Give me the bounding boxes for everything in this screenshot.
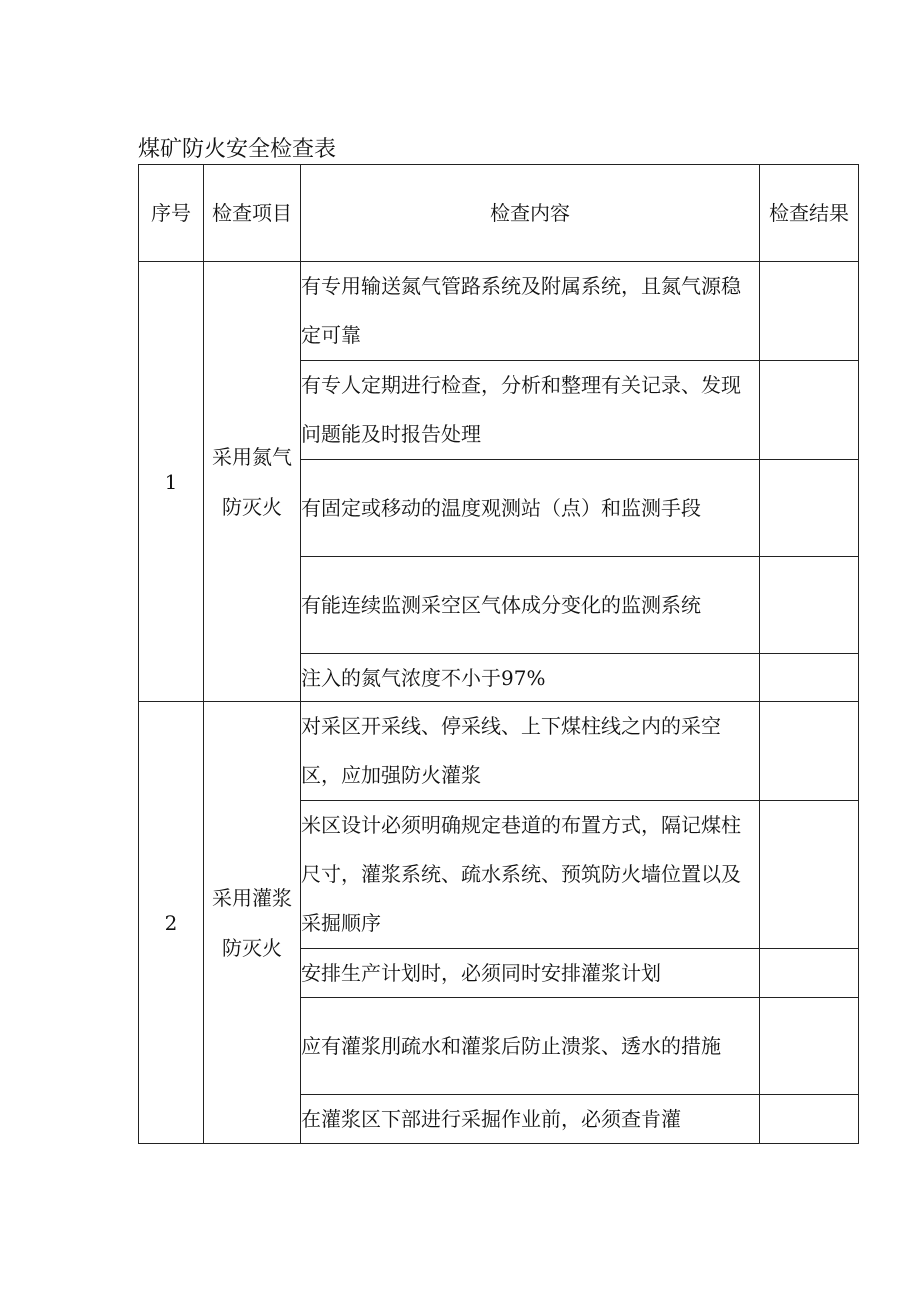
result-cell[interactable]	[760, 557, 859, 654]
header-seq: 序号	[139, 165, 204, 262]
seq-cell: 1	[139, 262, 204, 702]
content-cell: 有能连续监测采空区气体成分变化的监测系统	[301, 557, 760, 654]
header-result: 检查结果	[760, 165, 859, 262]
content-cell: 安排生产计划时，必须同时安排灌浆计划	[301, 949, 760, 998]
result-cell[interactable]	[760, 1095, 859, 1144]
table-row	[139, 702, 859, 801]
content-cell: 有专人定期进行检查，分析和整理有关记录、发现问题能及时报告处理	[301, 361, 760, 460]
content-cell: 在灌浆区下部进行采掘作业前，必须查肯灌	[301, 1095, 760, 1144]
content-cell: 应有灌浆刖疏水和灌浆后防止溃浆、透水的措施	[301, 998, 760, 1095]
result-cell[interactable]	[760, 801, 859, 949]
result-cell[interactable]	[760, 998, 859, 1095]
result-cell[interactable]	[760, 654, 859, 702]
content-cell: 对采区开采线、停采线、上下煤柱线之内的采空区，应加强防火灌浆	[301, 702, 760, 801]
result-cell[interactable]	[760, 361, 859, 460]
content-cell: 米区设计必须明确规定巷道的布置方式，隔记煤柱尺寸，灌浆系统、疏水系统、预筑防火墙位置以及采掘顺序	[301, 801, 760, 949]
header-item: 检查项目	[204, 165, 301, 262]
inspection-table	[138, 164, 859, 1144]
table-row	[139, 262, 859, 361]
item-cell: 采用灌浆防灭火	[204, 702, 301, 1144]
content-cell: 有专用输送氮气管路系统及附属系统，且氮气源稳定可靠	[301, 262, 760, 361]
result-cell[interactable]	[760, 949, 859, 998]
header-content: 检查内容	[301, 165, 760, 262]
result-cell[interactable]	[760, 702, 859, 801]
header-row	[139, 165, 859, 262]
result-cell[interactable]	[760, 262, 859, 361]
document-title: 煤矿防火安全检查表	[138, 137, 337, 162]
item-cell: 采用氮气防灭火	[204, 262, 301, 702]
content-cell: 注入的氮气浓度不小于97%	[301, 654, 760, 702]
result-cell[interactable]	[760, 460, 859, 557]
seq-cell: 2	[139, 702, 204, 1144]
content-cell: 有固定或移动的温度观测站（点）和监测手段	[301, 460, 760, 557]
